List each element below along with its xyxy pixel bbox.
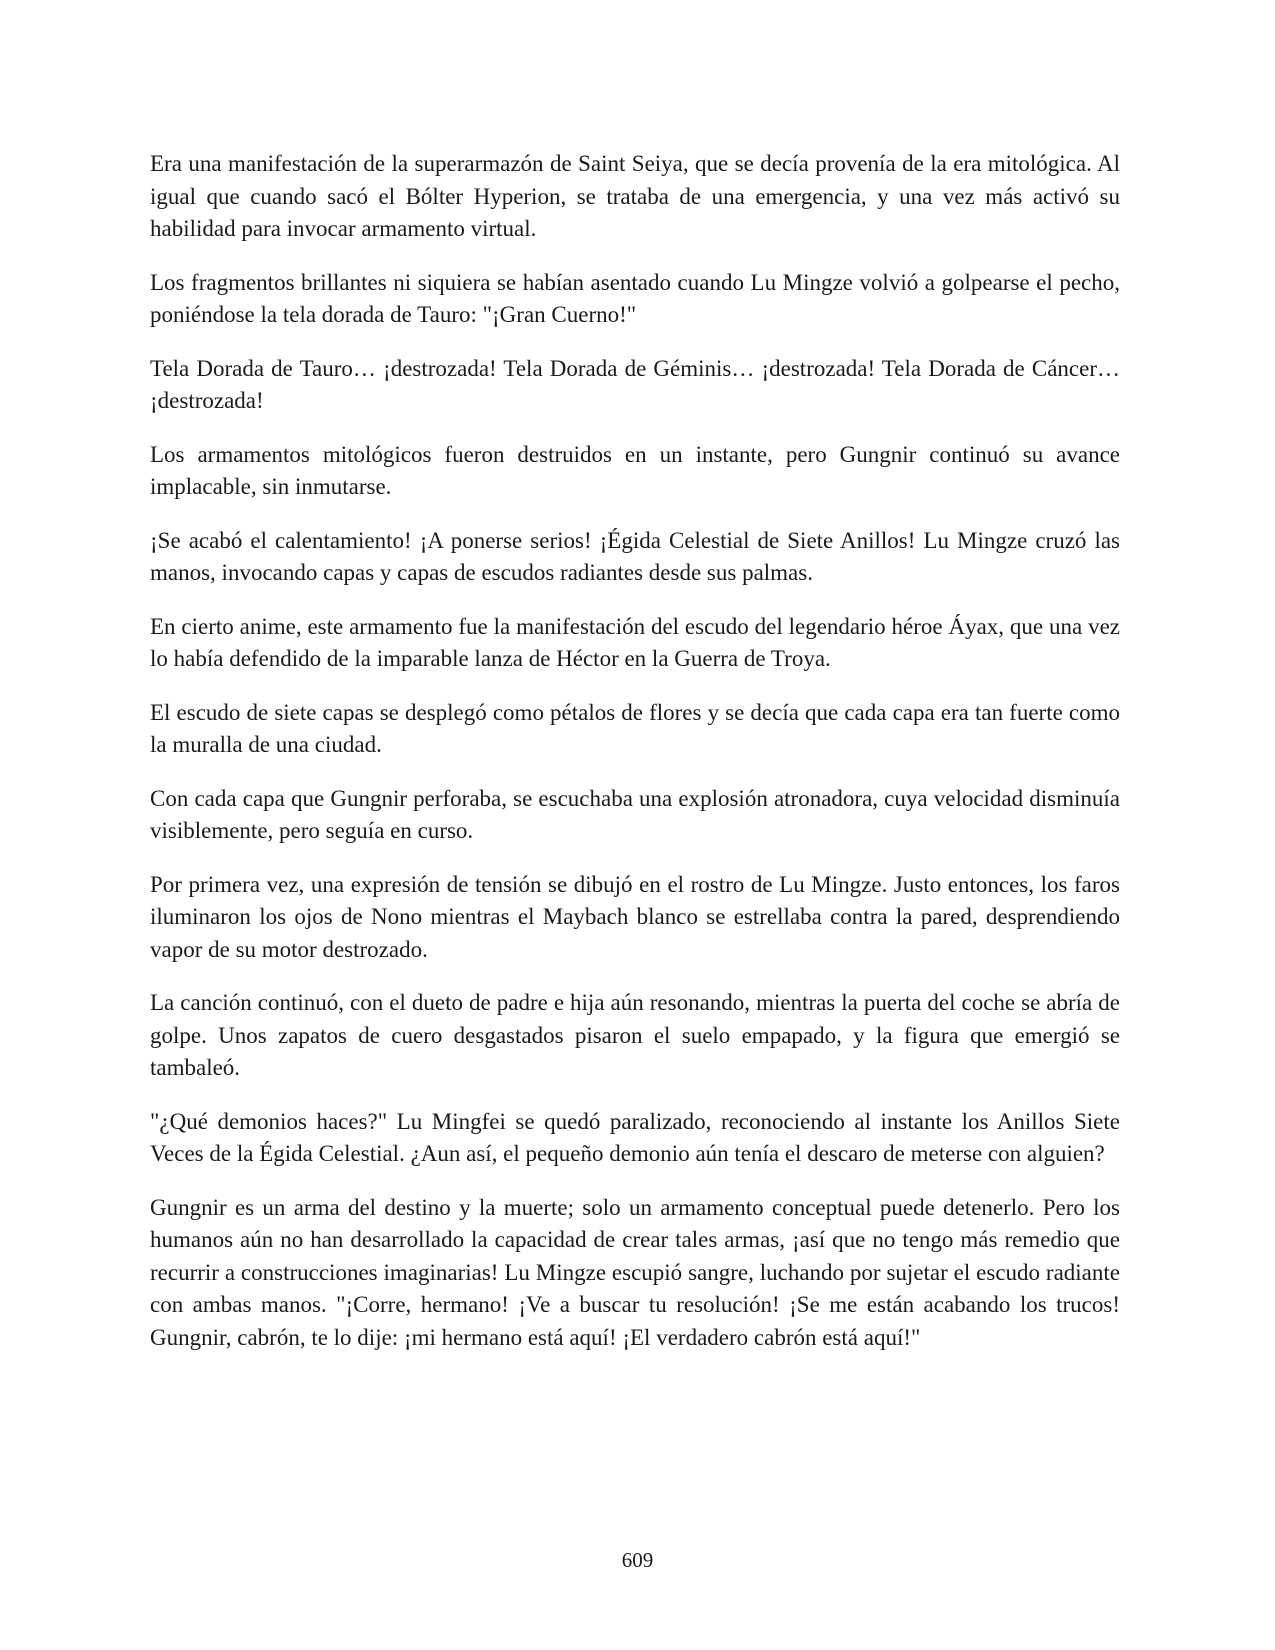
paragraph: El escudo de siete capas se desplegó como pétalos de flores y se decía que cada capa era tan fuerte como la muralla de una ciudad.	[150, 699, 1120, 757]
paragraph: Era una manifestación de la superarmazón de Saint Seiya, que se decía provenía de la era mitológica. Al igual que cuando sacó el Bólter Hyperion, se trataba de una emergencia, y una vez más activó su habilidad para invocar armamento virtual.	[150, 151, 1120, 241]
body-text	[150, 148, 1120, 1375]
paragraph: Los armamentos mitológicos fueron destruidos en un instante, pero Gungnir continuó su avance implacable, sin inmutarse.	[150, 441, 1120, 499]
paragraph: "¿Qué demonios haces?" Lu Mingfei se quedó paralizado, reconociendo al instante los Anillos Siete Veces de la Égida Celestial. ¿Aun así, el pequeño demonio aún tenía el descaro de meterse con alguien?	[150, 1108, 1120, 1166]
paragraph: La canción continuó, con el dueto de padre e hija aún resonando, mientras la puerta del coche se abría de golpe. Unos zapatos de cuero desgastados pisaron el suelo empapado, y la figura que emergió se tambaleó.	[150, 990, 1120, 1080]
paragraph: Con cada capa que Gungnir perforaba, se escuchaba una explosión atronadora, cuya velocidad disminuía visiblemente, pero seguía en curso.	[150, 785, 1120, 843]
paragraph: ¡Se acabó el calentamiento! ¡A ponerse serios! ¡Égida Celestial de Siete Anillos! Lu Mingze cruzó las manos, invocando capas y capas de escudos radiantes desde sus palmas.	[150, 527, 1120, 585]
paragraph: Tela Dorada de Tauro… ¡destrozada! Tela Dorada de Géminis… ¡destrozada! Tela Dorada de Cáncer… ¡destrozada!	[150, 355, 1120, 413]
paragraph: Gungnir es un arma del destino y la muerte; solo un armamento conceptual puede detenerlo. Pero los humanos aún no han desarrollado la capacidad de crear tales armas, ¡así que no tengo más remedio que recurrir a construcciones imaginarias! Lu Mingze escupió sangre, luchando por sujetar el escudo radiante con ambas manos. "¡Corre, hermano! ¡Ve a buscar tu resolución! ¡Se me están acabando los trucos! Gungnir, cabrón, te lo dije: ¡mi hermano está aquí! ¡El verdadero cabrón está aquí!"	[150, 1194, 1120, 1350]
paragraph: Por primera vez, una expresión de tensión se dibujó en el rostro de Lu Mingze. Justo entonces, los faros iluminaron los ojos de Nono mientras el Maybach blanco se estrellaba contra la pared, desprendiendo vapor de su motor destrozado.	[150, 871, 1120, 962]
paragraph: En cierto anime, este armamento fue la manifestación del escudo del legendario héroe Áyax, que una vez lo había defendido de la imparable lanza de Héctor en la Guerra de Troya.	[150, 613, 1120, 671]
paragraph: Los fragmentos brillantes ni siquiera se habían asentado cuando Lu Mingze volvió a golpearse el pecho, poniéndose la tela dorada de Tauro: "¡Gran Cuerno!"	[150, 269, 1120, 327]
page-number: 609	[621, 1548, 654, 1572]
